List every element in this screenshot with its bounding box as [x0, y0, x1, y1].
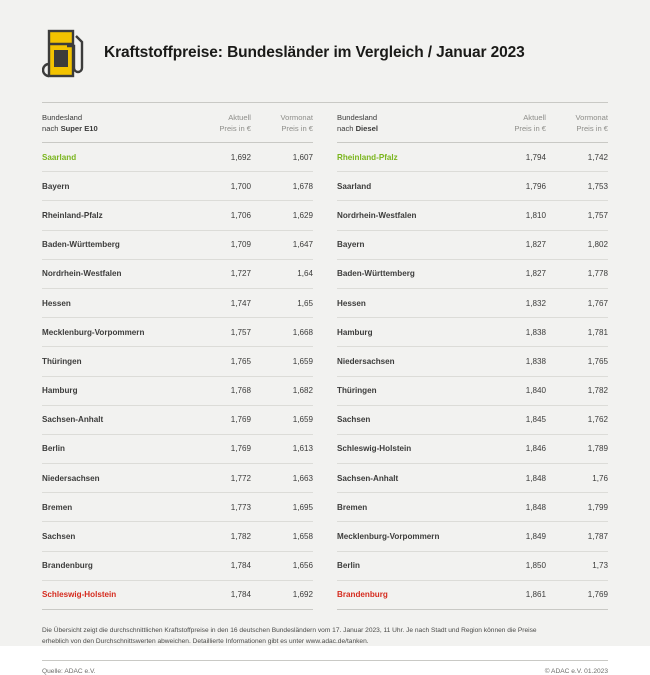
cell-aktuell: 1,772	[230, 473, 251, 483]
cell-aktuell: 1,765	[230, 356, 251, 366]
cell-vormonat: 1,753	[587, 181, 608, 191]
cell-vormonat: 1,607	[292, 152, 313, 162]
table-row	[337, 172, 608, 201]
table-row	[337, 377, 608, 406]
column-header-bundesland-line2	[42, 123, 189, 134]
cell-aktuell: 1,784	[230, 561, 251, 571]
footer	[0, 661, 650, 675]
cell-vormonat: 1,767	[587, 298, 608, 308]
column-header-vormonat	[251, 112, 313, 134]
cell-aktuell: 1,757	[230, 327, 251, 337]
table-row	[337, 406, 608, 435]
cell-vormonat: 1,659	[292, 356, 313, 366]
cell-bundesland: Thüringen	[337, 386, 377, 396]
page-title: Kraftstoffpreise: Bundesländer im Vergleich / Januar 2023	[104, 43, 525, 61]
cell-bundesland: Berlin	[42, 444, 65, 454]
cell-aktuell: 1,848	[525, 502, 546, 512]
table-header-diesel	[337, 103, 608, 143]
cell-aktuell: 1,769	[230, 415, 251, 425]
cell-bundesland: Nordrhein-Westfalen	[337, 210, 417, 220]
table-row	[42, 464, 313, 493]
cell-aktuell: 1,827	[525, 240, 546, 250]
table-body-super-e10	[42, 143, 313, 610]
column-header-bundesland	[42, 112, 189, 134]
cell-bundesland: Niedersachsen	[337, 356, 395, 366]
cell-aktuell: 1,832	[525, 298, 546, 308]
column-header-aktuell-line1: Aktuell	[523, 113, 546, 122]
cell-aktuell: 1,840	[525, 386, 546, 396]
header	[0, 0, 650, 88]
cell-aktuell: 1,846	[525, 444, 546, 454]
table-row	[42, 377, 313, 406]
table-row	[337, 464, 608, 493]
cell-bundesland: Sachsen	[337, 415, 371, 425]
cell-aktuell: 1,861	[525, 590, 546, 600]
cell-vormonat: 1,769	[587, 590, 608, 600]
cell-vormonat: 1,781	[587, 327, 608, 337]
footnote-text: Die Übersicht zeigt die durchschnittlichen Kraftstoffpreise in den 16 deutschen Bundesländern vom 17. Januar 2023, 11 Uhr. Je nach Stadt und Region können die Preise erheblich von den Durchschnittswerten abweichen. Detaillierte Informationen gibt es unter www.adac.de/tanken.	[42, 627, 537, 645]
cell-aktuell: 1,706	[230, 210, 251, 220]
cell-vormonat: 1,762	[587, 415, 608, 425]
cell-bundesland: Hamburg	[337, 327, 373, 337]
cell-aktuell: 1,794	[525, 152, 546, 162]
column-header-bundesland-line2	[337, 123, 484, 134]
cell-vormonat: 1,658	[292, 532, 313, 542]
cell-vormonat: 1,802	[587, 240, 608, 250]
cell-vormonat: 1,799	[587, 502, 608, 512]
table-row	[42, 260, 313, 289]
source-label: Quelle: ADAC e.V.	[42, 667, 96, 675]
cell-vormonat: 1,613	[292, 444, 313, 454]
column-header-aktuell-line2: Preis in €	[219, 124, 251, 133]
cell-vormonat: 1,778	[587, 269, 608, 279]
tables-container	[0, 103, 650, 610]
cell-vormonat: 1,757	[587, 210, 608, 220]
table-row	[42, 318, 313, 347]
table-row	[337, 231, 608, 260]
cell-vormonat: 1,765	[587, 356, 608, 366]
table-row	[337, 260, 608, 289]
cell-aktuell: 1,727	[230, 269, 251, 279]
fuel-pump-icon	[42, 26, 88, 80]
table-row	[42, 406, 313, 435]
cell-bundesland: Sachsen-Anhalt	[337, 473, 399, 483]
column-header-aktuell-line2: Preis in €	[514, 124, 546, 133]
column-header-aktuell	[484, 112, 546, 134]
table-row	[337, 522, 608, 551]
column-header-vormonat-line2: Preis in €	[576, 124, 608, 133]
cell-bundesland: Hessen	[42, 298, 71, 308]
table-row	[42, 289, 313, 318]
cell-vormonat: 1,742	[587, 152, 608, 162]
table-row	[337, 581, 608, 610]
cell-aktuell: 1,845	[525, 415, 546, 425]
cell-aktuell: 1,838	[525, 327, 546, 337]
cell-bundesland: Berlin	[337, 561, 360, 571]
cell-vormonat: 1,64	[297, 269, 313, 279]
cell-aktuell: 1,848	[525, 473, 546, 483]
table-row	[42, 522, 313, 551]
cell-aktuell: 1,692	[230, 152, 251, 162]
column-header-fuel-type: Super E10	[60, 124, 98, 133]
cell-bundesland: Mecklenburg-Vorpommern	[337, 532, 440, 542]
cell-bundesland: Brandenburg	[337, 590, 388, 600]
table-row	[42, 581, 313, 610]
cell-bundesland: Hessen	[337, 298, 366, 308]
cell-bundesland: Nordrhein-Westfalen	[42, 269, 122, 279]
cell-aktuell: 1,838	[525, 356, 546, 366]
table-row	[42, 493, 313, 522]
cell-vormonat: 1,668	[292, 327, 313, 337]
column-header-bundesland-line1: Bundesland	[337, 113, 378, 122]
cell-aktuell: 1,769	[230, 444, 251, 454]
table-row	[337, 289, 608, 318]
cell-bundesland: Rheinland-Pfalz	[42, 210, 103, 220]
table-row	[42, 435, 313, 464]
table-header-super-e10	[42, 103, 313, 143]
column-header-fuel-type: Diesel	[355, 124, 378, 133]
table-body-diesel	[337, 143, 608, 610]
cell-vormonat: 1,692	[292, 590, 313, 600]
table-row	[337, 493, 608, 522]
column-header-vormonat	[546, 112, 608, 134]
cell-vormonat: 1,73	[592, 561, 608, 571]
column-header-aktuell-line1: Aktuell	[228, 113, 251, 122]
table-row	[337, 143, 608, 172]
cell-bundesland: Schleswig-Holstein	[337, 444, 412, 454]
cell-vormonat: 1,787	[587, 532, 608, 542]
cell-aktuell: 1,827	[525, 269, 546, 279]
cell-bundesland: Schleswig-Holstein	[42, 590, 117, 600]
cell-bundesland: Bayern	[42, 181, 70, 191]
cell-aktuell: 1,849	[525, 532, 546, 542]
table-row	[42, 201, 313, 230]
table-row	[337, 201, 608, 230]
column-header-vormonat-line2: Preis in €	[281, 124, 313, 133]
table-row	[42, 172, 313, 201]
cell-bundesland: Rheinland-Pfalz	[337, 152, 398, 162]
table-row	[337, 318, 608, 347]
cell-aktuell: 1,850	[525, 561, 546, 571]
column-header-bundesland	[337, 112, 484, 134]
cell-vormonat: 1,656	[292, 561, 313, 571]
cell-aktuell: 1,709	[230, 240, 251, 250]
cell-bundesland: Baden-Württemberg	[42, 240, 120, 250]
table-row	[42, 552, 313, 581]
cell-bundesland: Niedersachsen	[42, 473, 100, 483]
cell-vormonat: 1,629	[292, 210, 313, 220]
column-header-nach: nach	[42, 124, 61, 133]
copyright-label: © ADAC e.V. 01.2023	[544, 667, 608, 675]
cell-vormonat: 1,782	[587, 386, 608, 396]
cell-vormonat: 1,76	[592, 473, 608, 483]
cell-aktuell: 1,810	[525, 210, 546, 220]
cell-bundesland: Saarland	[337, 181, 372, 191]
cell-bundesland: Mecklenburg-Vorpommern	[42, 327, 145, 337]
cell-bundesland: Sachsen-Anhalt	[42, 415, 104, 425]
table-row	[337, 435, 608, 464]
cell-bundesland: Sachsen	[42, 532, 76, 542]
cell-aktuell: 1,773	[230, 502, 251, 512]
cell-vormonat: 1,647	[292, 240, 313, 250]
cell-aktuell: 1,700	[230, 181, 251, 191]
cell-vormonat: 1,65	[297, 298, 313, 308]
table-row	[42, 231, 313, 260]
cell-bundesland: Brandenburg	[42, 561, 93, 571]
cell-aktuell: 1,768	[230, 386, 251, 396]
cell-vormonat: 1,678	[292, 181, 313, 191]
column-header-aktuell	[189, 112, 251, 134]
cell-bundesland: Bremen	[337, 502, 368, 512]
cell-aktuell: 1,782	[230, 532, 251, 542]
table-row	[42, 143, 313, 172]
column-header-vormonat-line1: Vormonat	[280, 113, 313, 122]
cell-vormonat: 1,789	[587, 444, 608, 454]
table-row	[42, 347, 313, 376]
cell-vormonat: 1,695	[292, 502, 313, 512]
cell-vormonat: 1,663	[292, 473, 313, 483]
column-header-vormonat-line1: Vormonat	[575, 113, 608, 122]
cell-aktuell: 1,747	[230, 298, 251, 308]
table-diesel	[337, 103, 608, 610]
cell-aktuell: 1,784	[230, 590, 251, 600]
column-header-bundesland-line1: Bundesland	[42, 113, 83, 122]
cell-bundesland: Bayern	[337, 240, 365, 250]
table-super-e10	[42, 103, 313, 610]
cell-bundesland: Baden-Württemberg	[337, 269, 415, 279]
cell-bundesland: Saarland	[42, 152, 77, 162]
table-row	[337, 552, 608, 581]
table-row	[337, 347, 608, 376]
cell-bundesland: Thüringen	[42, 356, 82, 366]
column-header-nach: nach	[337, 124, 356, 133]
cell-bundesland: Hamburg	[42, 386, 78, 396]
cell-vormonat: 1,659	[292, 415, 313, 425]
cell-aktuell: 1,796	[525, 181, 546, 191]
cell-vormonat: 1,682	[292, 386, 313, 396]
cell-bundesland: Bremen	[42, 502, 73, 512]
